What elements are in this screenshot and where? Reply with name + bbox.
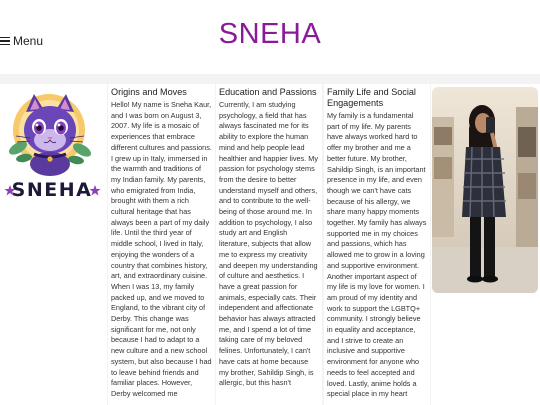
menu-label: Menu	[13, 34, 44, 48]
site-title[interactable]: SNEHA	[218, 18, 322, 50]
column-origins	[108, 84, 215, 405]
column-family	[324, 84, 430, 405]
column-title: Education and Passions	[219, 87, 317, 97]
svg-text:SNEHA: SNEHA	[11, 179, 93, 200]
photo-card	[431, 84, 540, 405]
column-title: Origins and Moves	[111, 87, 187, 97]
column-text: Currently, I am studying psychology, a field that has always fascinated me for its ability to explore the human mind and help people lead healthier and happier lives. My passion for psychology stems from the desire to better understand myself and others, and to contribute to the well-being of those around me. In addition to psychology, I also study art and English literature, subjects that allow me to express my creativity and deepen my understanding of culture and aesthetics. I have a great passion for animals, especially cats. Their independent and affectionate behavior has always attracted me, and I spend a lot of time taking care of my beloved felines. Unfortunately, I can't have cats at home because my brother, Sahildip Singh, is allergic, but this hasn't	[219, 100, 318, 388]
column-text: My family is a fundamental part of my life. My parents have always worked hard to offer my brother and me a better future. My brother, Sahildip Singh, is an important presence in my life, and even though we can't have cats because of his allergy, we share many happy moments together. My family has always supported me in my choices and passions, which has allowed me to grow in a loving and supportive environment. Another important aspect of my life is my love for women. I am proud of my identity and work to support the LGBTQ+ community. I strongly believe in equality and acceptance, and I strive to create an inclusive and supportive environment for anyone who needs to feel accepted and loved. Lastly, anime holds a special place in my heart	[327, 111, 427, 399]
column-education	[216, 84, 322, 405]
site-header	[0, 0, 540, 74]
cat-logo-icon	[4, 90, 102, 200]
column-title: Family Life and Social Engagements	[327, 87, 416, 108]
column-text: Hello! My name is Sneha Kaur, and I was born on August 3, 2007. My life is a mosaic of experiences that embrace different cultures and passions. I grew up in Italy, immersed in the warmth and traditions of my Indian family. My parents, who emigrated from India, brought with them a rich cultural heritage that has always been a part of my daily life. Until the third year of middle school, I lived in Italy, enjoying the wonders of a country that combines history, art, and extraordinary cuisine. When I was 13, my family packed up, and we moved to England, to the vibrant city of Derby. This change was significant for me, not only because I had to adapt to a new culture and a new school system, but also because I had to leave behind friends and familiar places. However, Derby welcomed me	[111, 100, 212, 398]
profile-photo	[432, 87, 538, 293]
logo-card	[0, 84, 107, 405]
